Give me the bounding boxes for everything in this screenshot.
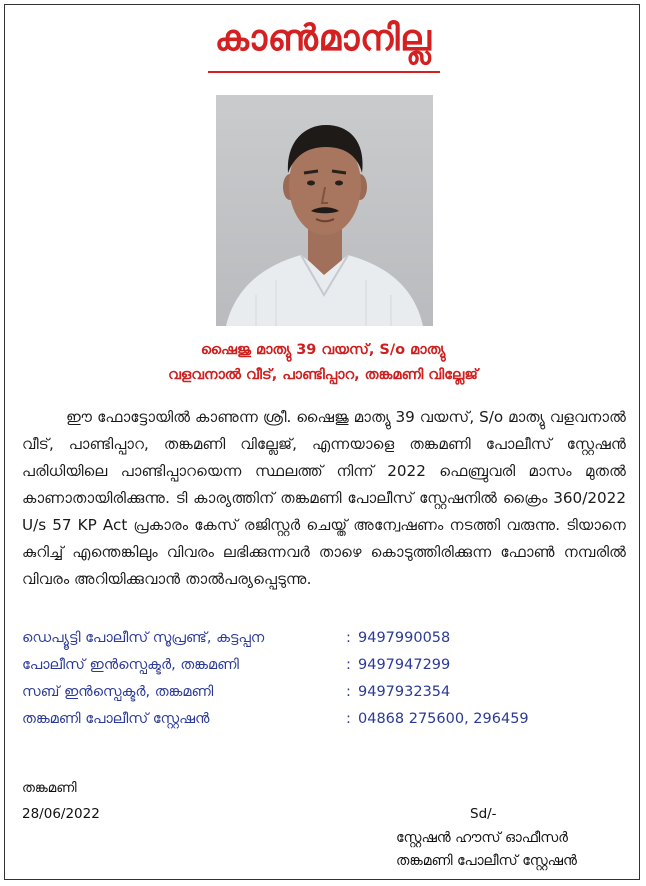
footer-date: 28/06/2022 [22,806,100,822]
portrait-illustration [216,95,433,326]
contact-row [22,624,626,651]
contact-row [22,678,626,705]
contact-list [22,624,626,732]
contact-separator: : [346,656,351,673]
signatory-title: സ്റ്റേഷൻ ഹൗസ് ഓഫീസർ [396,830,568,846]
contact-phone: 9497990058 [358,629,451,646]
signature-mark: Sd/- [470,806,497,822]
contact-row [22,705,626,732]
subtitle-name: ഷൈജു മാത്യു 39 വയസ്, S/o മാത്യു [200,342,446,358]
footer-place: തങ്കമണി [22,780,77,796]
missing-person-photo [216,95,433,326]
contact-name: പോലീസ് ഇൻസ്പെക്ടർ, തങ്കമണി [22,656,239,673]
contact-name: തങ്കമണി പോലീസ് സ്റ്റേഷൻ [22,710,210,727]
contact-phone: 9497932354 [358,683,451,700]
contact-name: സബ് ഇൻസ്പെക്ടർ, തങ്കമണി [22,683,214,700]
signatory-station: തങ്കമണി പോലീസ് സ്റ്റേഷൻ [396,853,577,869]
title-underline [208,71,440,73]
contact-name: ഡെപ്യൂട്ടി പോലീസ് സൂപ്രണ്ട്, കട്ടപ്പന [22,629,265,646]
notice-title: കാൺമാനില്ല [214,18,432,59]
notice-body: ഈ ഫോട്ടോയിൽ കാണുന്ന ശ്രീ. ഷൈജു മാത്യു 39 വയസ്, S/o മാത്യു വളവനാൽ വീട്, പാണ്ടിപ്പാറ, തങ്കമണി വില്ലേജ്, എന്നയാളെ തങ്കമണി പോലീസ് സ്റ്റേഷൻ പരിധിയിലെ പാണ്ടിപ്പാറയെന്ന സ്ഥലത്ത് നിന്ന് 2022 ഫെബ്രുവരി മാസം മുതൽ കാണാതായിരിക്കുന്നു. ടി കാര്യത്തിന് തങ്കമണി പോലീസ് സ്റ്റേഷനിൽ ക്രൈം 360/2022 U/s 57 KP Act പ്രകാരം കേസ് രജിസ്റ്റർ ചെയ്ത് അന്വേഷണം നടത്തി വരുന്നു. ടിയാനെ കുറിച്ച് എന്തെങ്കിലും വിവരം ലഭിക്കുന്നവർ താഴെ കൊടുത്തിരിക്കുന്ന ഫോൺ നമ്പരിൽ വിവരം അറിയിക്കുവാൻ താൽപര്യപ്പെടുന്നു. [22,408,626,588]
contact-separator: : [346,710,351,727]
contact-phone: 9497947299 [358,656,451,673]
contact-phone: 04868 275600, 296459 [358,710,529,727]
subtitle-address: വളവനാൽ വീട്, പാണ്ടിപ്പാറ, തങ്കമണി വില്ലേജ് [168,367,478,383]
contact-row [22,651,626,678]
contact-separator: : [346,683,351,700]
contact-separator: : [346,629,351,646]
